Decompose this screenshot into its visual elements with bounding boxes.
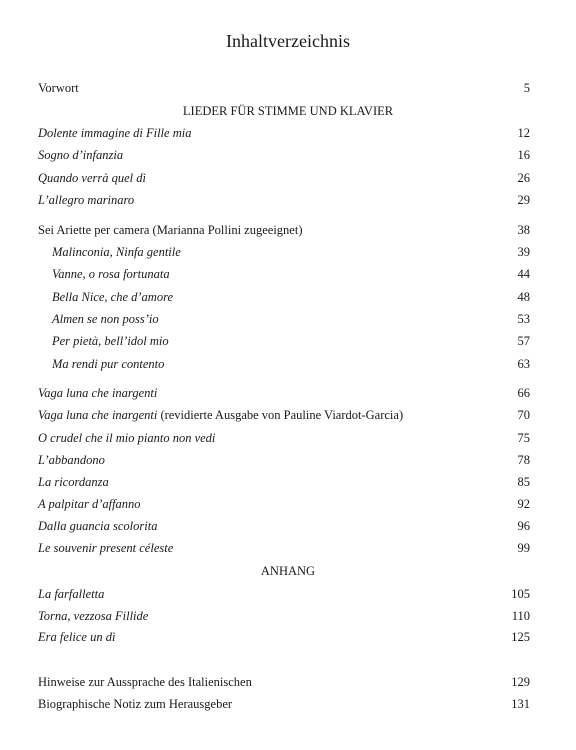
toc-entry: [38, 170, 530, 186]
toc-entry: [38, 385, 530, 401]
toc-entry: [38, 147, 530, 163]
entry-page: 92: [517, 497, 530, 511]
entry-page: 125: [511, 630, 530, 644]
toc-subentry: [52, 356, 530, 372]
entry-page: 5: [523, 81, 530, 95]
entry-title: Le souvenir present céleste: [38, 541, 174, 555]
entry-page: 85: [517, 475, 530, 489]
toc-entry: [38, 474, 530, 490]
entry-title: L’allegro marinaro: [38, 193, 135, 207]
entry-title: La ricordanza: [38, 475, 109, 489]
entry-page: 16: [517, 148, 530, 162]
toc-entry-sei-ariette: [38, 222, 530, 238]
toc-entry: [38, 452, 530, 468]
entry-page: 12: [517, 126, 530, 140]
entry-title-combined: [38, 407, 403, 423]
entry-page: 29: [517, 193, 530, 207]
entry-title: Dalla guancia scolorita: [38, 519, 158, 533]
entry-title: Per pietà, bell’idol mio: [52, 334, 169, 348]
entry-page: 38: [517, 223, 530, 237]
toc-entry: [38, 540, 530, 556]
entry-page: 26: [517, 171, 530, 185]
page-title: Inhaltverzeichnis: [226, 31, 350, 51]
entry-title: Ma rendi pur contento: [52, 357, 165, 371]
entry-title: Dolente immagine di Fille mia: [38, 126, 192, 140]
entry-title: La farfalletta: [38, 587, 105, 601]
entry-page: 131: [511, 697, 530, 711]
entry-title: Malinconia, Ninfa gentile: [52, 245, 181, 259]
entry-title: Quando verrà quel dì: [38, 171, 146, 185]
entry-page: 129: [511, 675, 530, 689]
entry-title: Vaga luna che inargenti: [38, 386, 158, 400]
entry-title: L’abbandono: [38, 453, 105, 467]
entry-title-suffix: (revidierte Ausgabe von Pauline Viardot-Garcia): [157, 408, 404, 422]
entry-title: Vanne, o rosa fortunata: [52, 267, 170, 281]
entry-page: 66: [517, 386, 530, 400]
entry-title: Torna, vezzosa Fillide: [38, 609, 149, 623]
entry-title: A palpitar d’affanno: [38, 497, 141, 511]
toc-entry: [38, 407, 530, 423]
entry-page: 63: [517, 357, 530, 371]
toc-entry: [38, 586, 530, 602]
toc-entry: [38, 608, 530, 624]
entry-page: 105: [511, 587, 530, 601]
toc-entry-vorwort: [38, 80, 530, 96]
entry-page: 78: [517, 453, 530, 467]
toc-entry: [38, 496, 530, 512]
toc-entry: [38, 125, 530, 141]
entry-page: 99: [517, 541, 530, 555]
entry-title: O crudel che il mio pianto non vedi: [38, 431, 216, 445]
section-heading-anhang: ANHANG: [260, 564, 316, 578]
entry-page: 57: [517, 334, 530, 348]
toc-entry: [38, 430, 530, 446]
entry-title: Sogno d’infanzia: [38, 148, 124, 162]
entry-title: Bella Nice, che d’amore: [52, 290, 174, 304]
entry-page: 70: [517, 408, 530, 422]
entry-title: Vorwort: [38, 81, 79, 95]
entry-page: 53: [517, 312, 530, 326]
toc-entry-biographische-notiz: [38, 696, 530, 712]
section-heading-lieder: LIEDER FÜR STIMME UND KLAVIER: [182, 104, 394, 118]
entry-title: Vaga luna che inargenti: [38, 408, 158, 422]
toc-subentry: [52, 333, 530, 349]
entry-title: Era felice un dì: [38, 630, 116, 644]
toc-subentry: [52, 289, 530, 305]
toc-subentry: [52, 266, 530, 282]
entry-title: Hinweise zur Aussprache des Italienischen: [38, 675, 252, 689]
toc-entry: [38, 192, 530, 208]
entry-page: 48: [517, 290, 530, 304]
entry-title: Almen se non poss’io: [52, 312, 159, 326]
toc-entry: [38, 629, 530, 645]
entry-page: 75: [517, 431, 530, 445]
entry-page: 39: [517, 245, 530, 259]
toc-subentry: [52, 244, 530, 260]
entry-page: 44: [517, 267, 530, 281]
toc-entry-hinweise: [38, 674, 530, 690]
entry-page: 96: [517, 519, 530, 533]
entry-title: Biographische Notiz zum Herausgeber: [38, 697, 233, 711]
toc-subentry: [52, 311, 530, 327]
toc-entry: [38, 518, 530, 534]
entry-title: Sei Ariette per camera (Marianna Pollini zugeeignet): [38, 223, 303, 237]
entry-page: 110: [511, 609, 530, 623]
